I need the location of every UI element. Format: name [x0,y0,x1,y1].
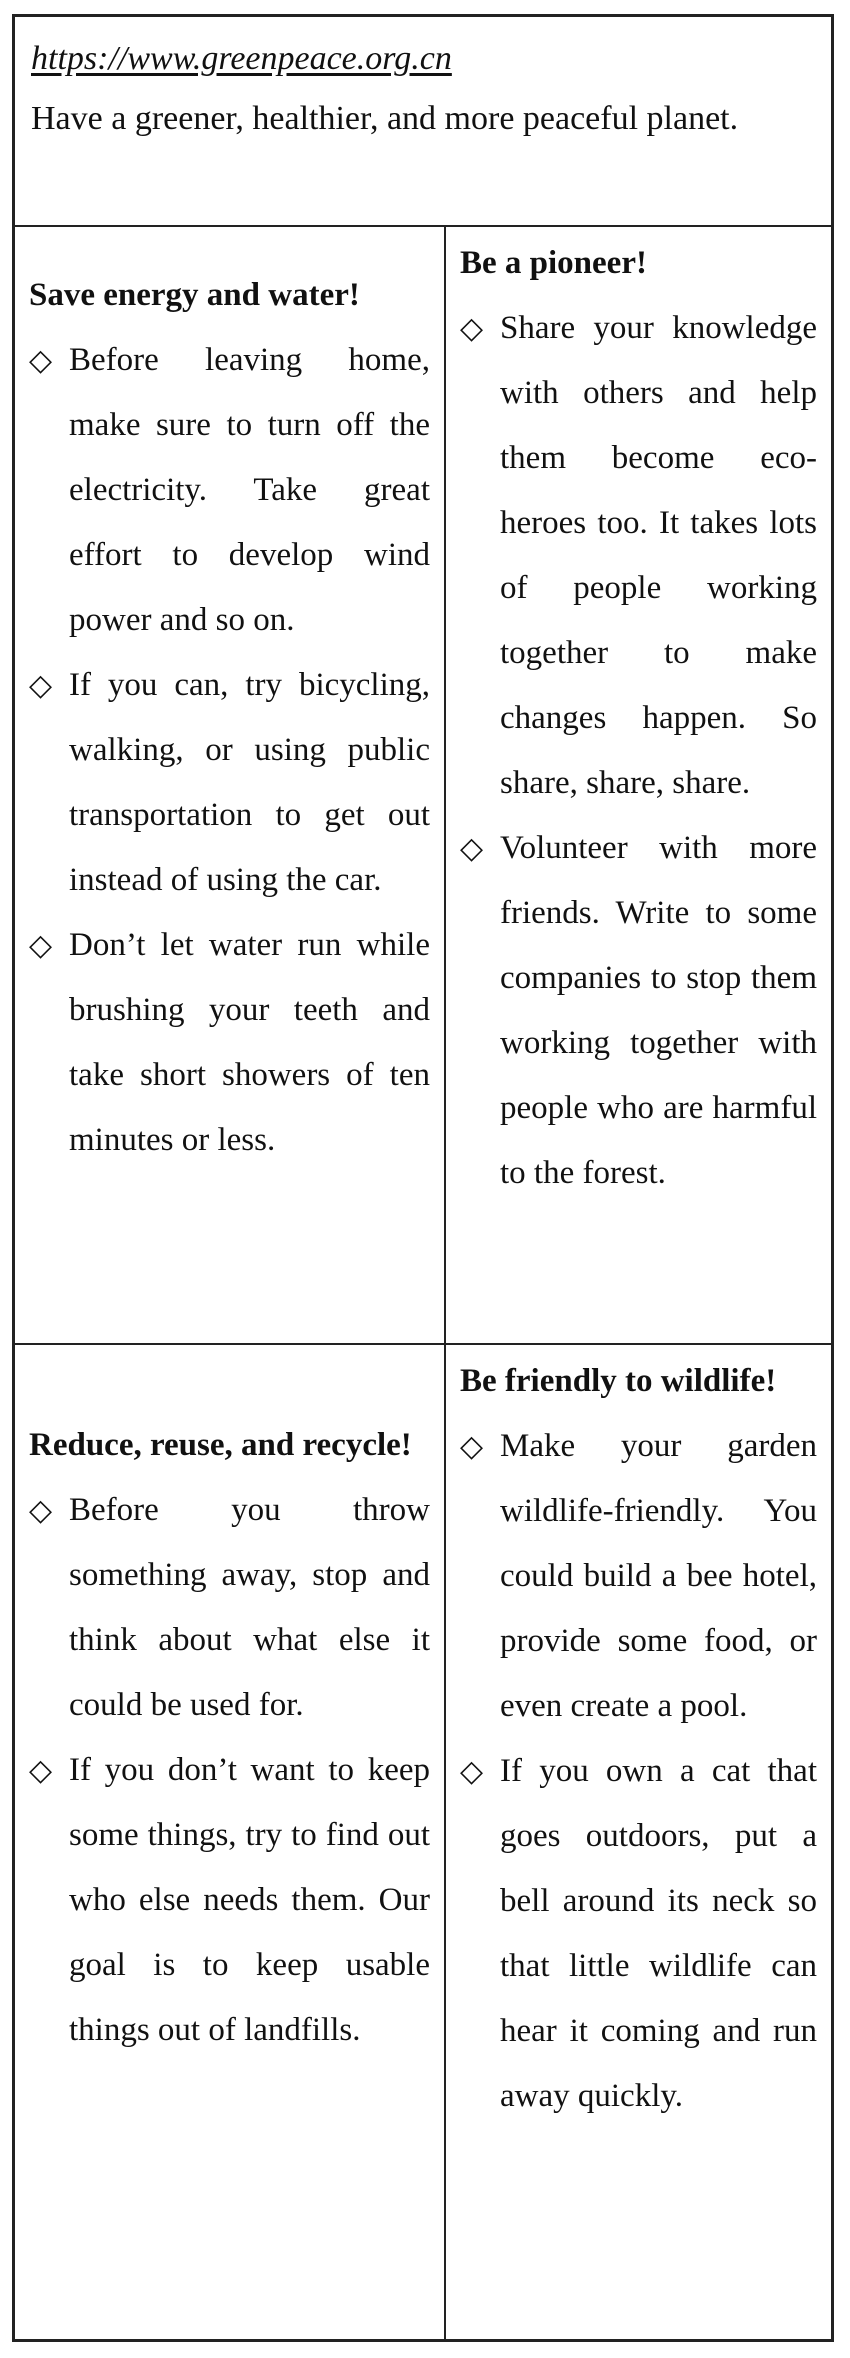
diamond-bullet-icon: ◇ [460,1429,484,1464]
table-row [15,1345,831,2339]
section-friendly-to-wildlife [446,1345,831,2339]
item-text: Volunteer with more friends. Write to some companies to stop them working together with people who are harmful to the forest. [500,830,817,1191]
list-item [29,1738,430,2063]
list-item [29,653,430,913]
diamond-bullet-icon: ◇ [29,928,53,963]
item-text: If you can, try bicycling, walking, or using public transportation to get out instead of using the car. [69,667,430,898]
greenpeace-tips-table [12,14,834,2342]
item-text: If you own a cat that goes outdoors, put a bell around its neck so that little wildlife can hear it coming and run away quickly. [500,1753,817,2114]
diamond-bullet-icon: ◇ [29,1753,53,1788]
section-title: Save energy and water! [29,277,360,313]
item-text: Share your knowledge with others and help them become eco-heroes too. It takes lots of people working together to make changes happen. So share, share, share. [500,310,817,801]
diamond-bullet-icon: ◇ [29,343,53,378]
item-text: If you don’t want to keep some things, try to find out who else needs them. Our goal is to keep usable things out of landfills. [69,1752,430,2048]
section-title: Reduce, reuse, and recycle! [29,1427,412,1463]
list-item [460,1414,817,1739]
diamond-bullet-icon: ◇ [460,311,484,346]
diamond-bullet-icon: ◇ [29,668,53,703]
table-row [15,227,831,1345]
diamond-bullet-icon: ◇ [460,831,484,866]
list-item [460,1739,817,2129]
slogan: Have a greener, healthier, and more peaceful planet. [31,100,739,137]
section-title: Be friendly to wildlife! [460,1363,777,1399]
item-text: Before you throw something away, stop and think about what else it could be used for. [69,1492,430,1723]
list-item [460,816,817,1206]
item-text: Make your garden wildlife-friendly. You could build a bee hotel, provide some food, or even create a pool. [500,1428,817,1724]
section-save-energy [15,227,446,1343]
list-item [29,913,430,1173]
section-reduce-reuse-recycle [15,1345,446,2339]
website-url: https://www.greenpeace.org.cn [31,40,452,77]
list-item [460,296,817,816]
section-title: Be a pioneer! [460,245,647,281]
item-text: Don’t let water run while brushing your teeth and take short showers of ten minutes or less. [69,927,430,1158]
diamond-bullet-icon: ◇ [460,1754,484,1789]
table-header [15,17,831,227]
diamond-bullet-icon: ◇ [29,1493,53,1528]
list-item [29,328,430,653]
section-be-pioneer [446,227,831,1343]
list-item [29,1478,430,1738]
item-text: Before leaving home, make sure to turn off the electricity. Take great effort to develop wind power and so on. [69,342,430,638]
